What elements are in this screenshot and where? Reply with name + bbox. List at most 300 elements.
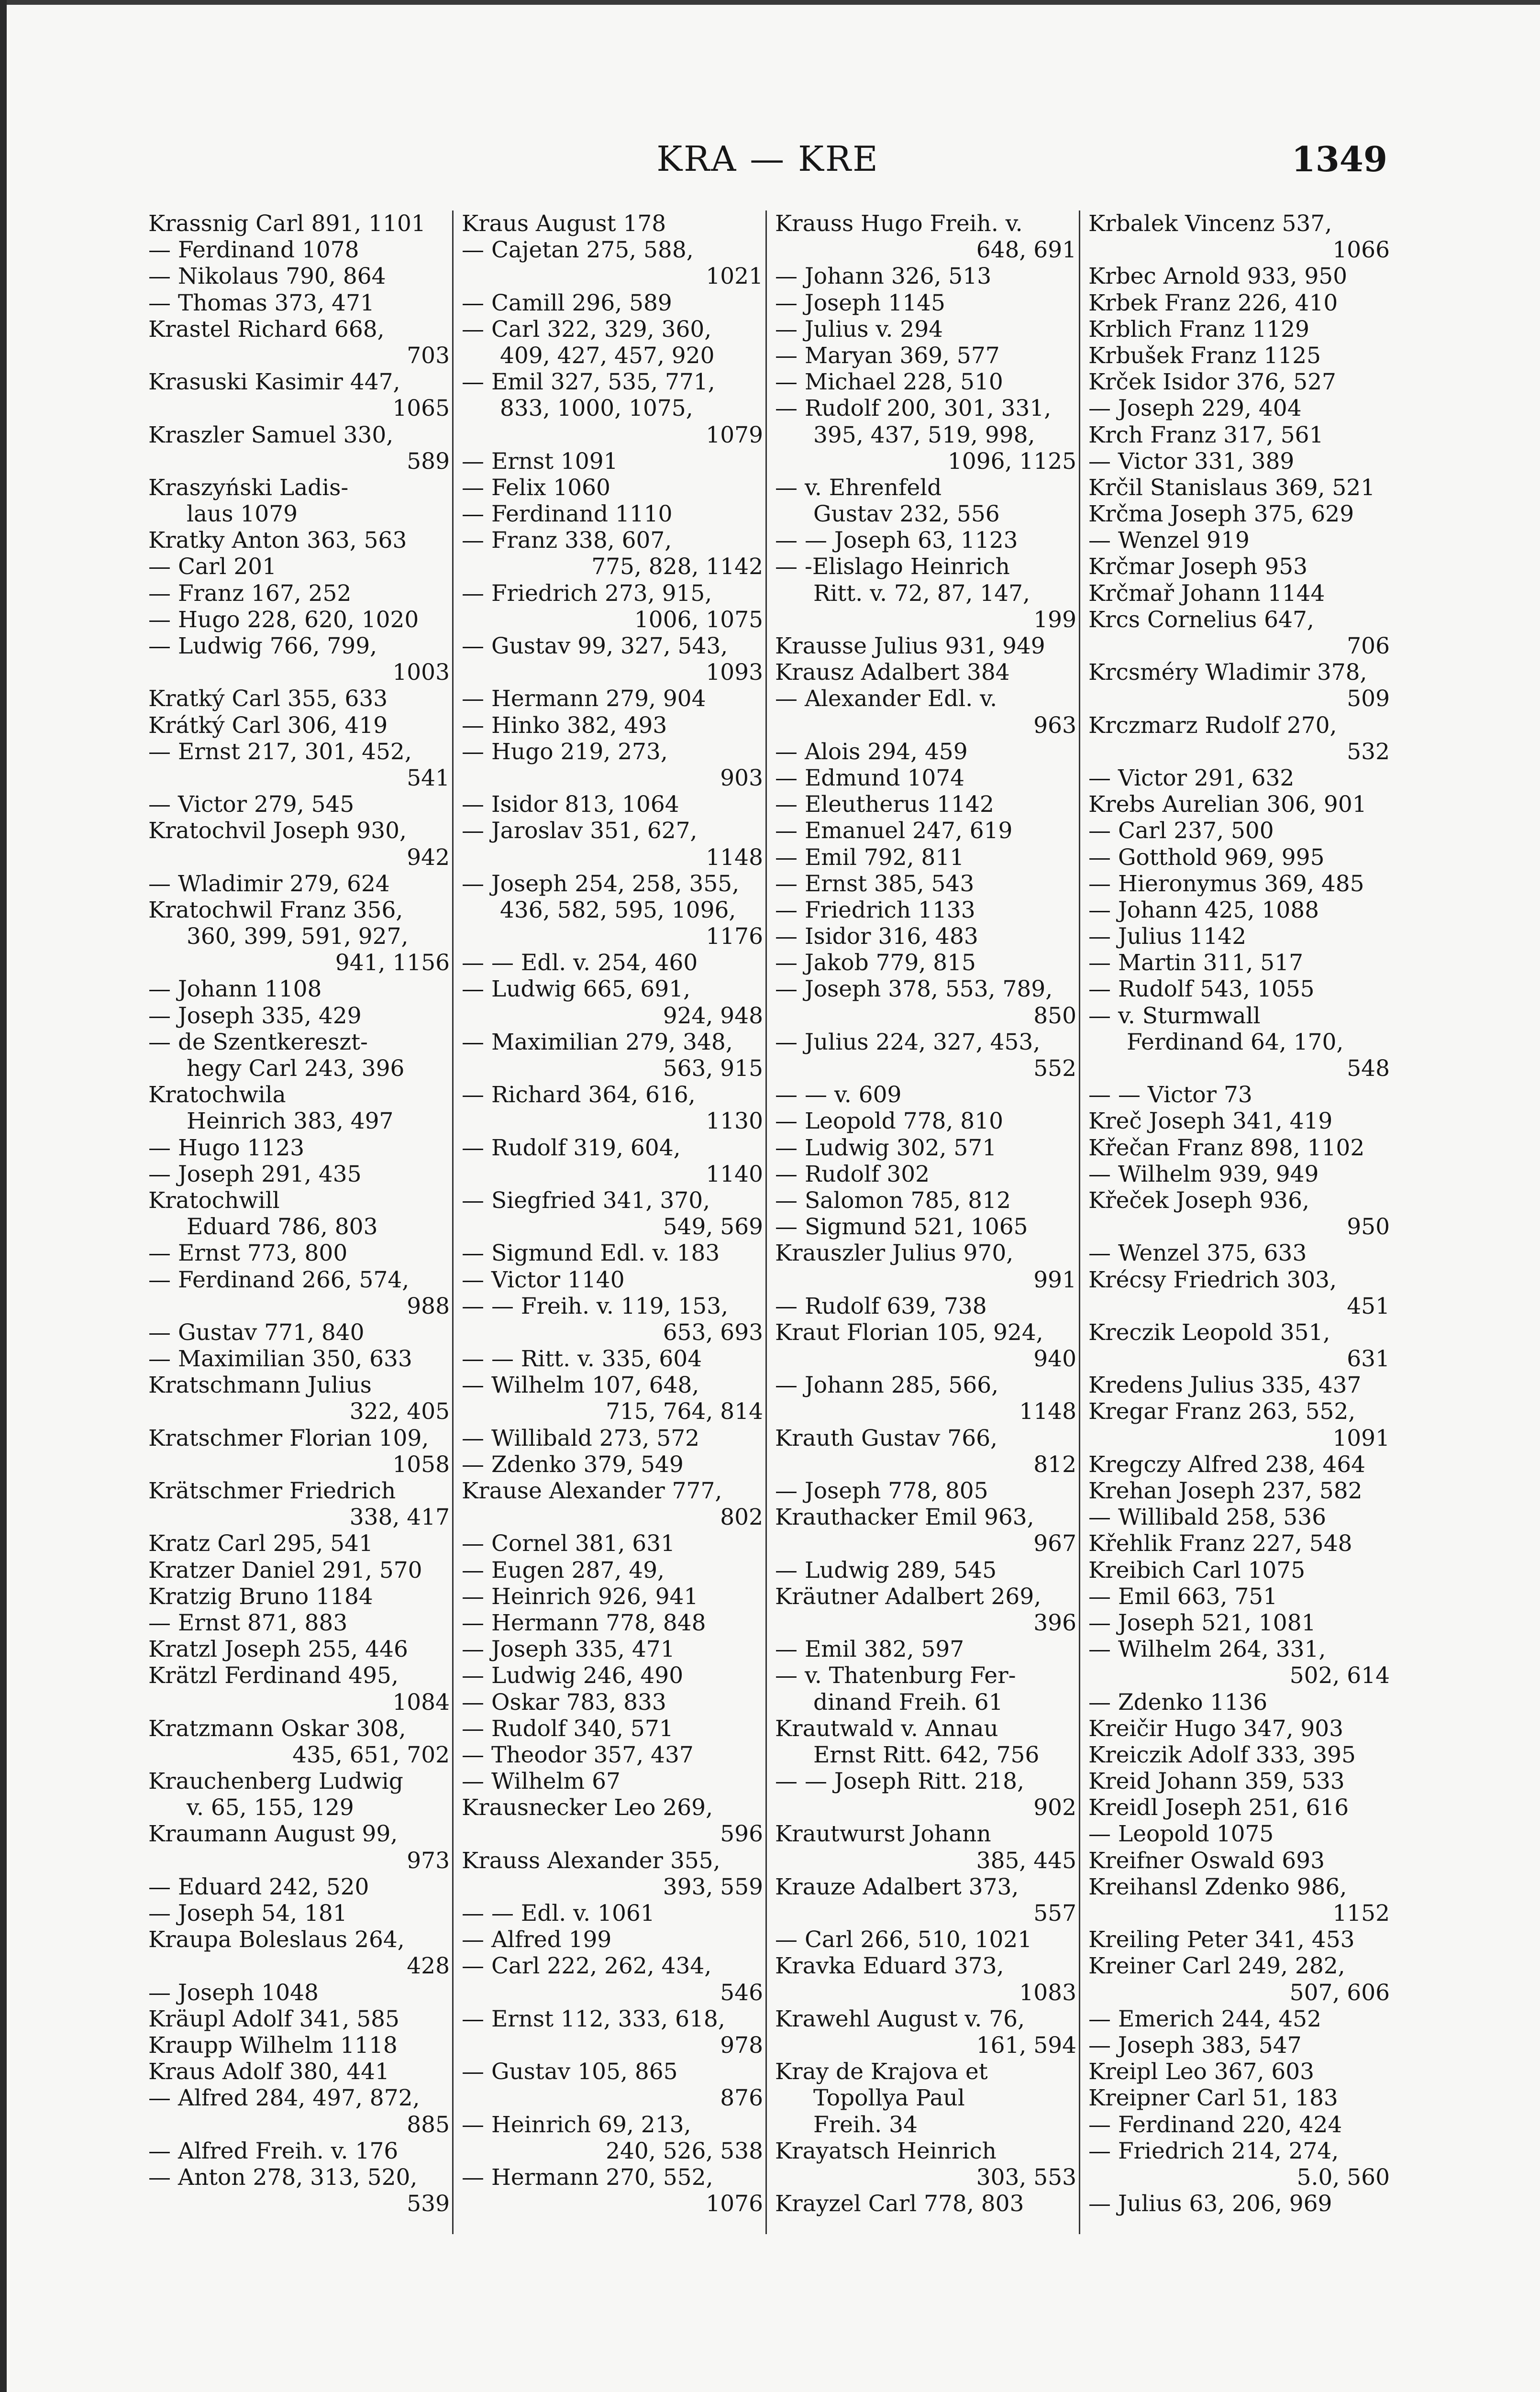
index-entry-line: Kreczik Leopold 351,: [1088, 1319, 1330, 1346]
index-entry-line: — Julius 1142: [1088, 923, 1247, 950]
index-entry-line: 1079: [706, 421, 763, 448]
index-entry-line: — Gustav 99, 327, 543,: [462, 633, 728, 659]
index-entry-line: Kreibich Carl 1075: [1088, 1557, 1306, 1584]
index-entry-line: — Ludwig 665, 691,: [462, 976, 691, 1003]
index-entry-line: Kreipl Leo 367, 603: [1088, 2059, 1315, 2085]
index-entry-line: — Hermann 270, 552,: [462, 2164, 713, 2191]
index-entry-line: Krch Franz 317, 561: [1088, 421, 1324, 448]
index-entry-line: 1148: [1019, 1398, 1076, 1425]
index-entry-line: Krautwurst Johann: [775, 1821, 991, 1848]
index-entry-line: — Jaroslav 351, 627,: [462, 818, 698, 844]
index-entry-line: — Emil 792, 811: [775, 844, 964, 871]
index-entry-line: 322, 405: [349, 1398, 450, 1425]
index-entry-line: — Eugen 287, 49,: [462, 1557, 665, 1584]
index-entry-line: — Victor 331, 389: [1088, 448, 1295, 475]
index-entry-line: Krausz Adalbert 384: [775, 659, 1010, 686]
index-entry-line: — — Joseph 63, 1123: [775, 527, 1018, 554]
index-entry-line: 973: [407, 1847, 450, 1874]
index-entry-line: — Zdenko 1136: [1088, 1689, 1268, 1716]
index-entry-line: — Victor 279, 545: [148, 791, 355, 818]
index-entry-line: — Leopold 1075: [1088, 1821, 1274, 1848]
index-entry-line: — v. Ehrenfeld: [775, 474, 942, 501]
index-entry-line: Kredens Julius 335, 437: [1088, 1372, 1362, 1399]
index-entry-line: 1003: [392, 659, 450, 686]
index-entry-line: — Jakob 779, 815: [775, 950, 976, 976]
index-entry-line: 942: [407, 844, 450, 871]
index-entry-line: — Ferdinand 1110: [462, 501, 673, 528]
index-entry-line: 5.0, 560: [1296, 2164, 1390, 2191]
index-entry-line: Kreiczik Adolf 333, 395: [1088, 1741, 1356, 1768]
index-entry-line: — Rudolf 340, 571: [462, 1715, 674, 1742]
index-entry-line: — Heinrich 926, 941: [462, 1583, 698, 1610]
index-entry-line: — Hieronymus 369, 485: [1088, 870, 1364, 897]
index-entry-line: Krblich Franz 1129: [1088, 316, 1309, 343]
index-entry-line: — Camill 296, 589: [462, 289, 672, 316]
index-entry-line: — Wilhelm 107, 648,: [462, 1372, 699, 1399]
index-entry-line: Krbušek Franz 1125: [1088, 342, 1321, 369]
index-entry-line: — Rudolf 543, 1055: [1088, 976, 1315, 1003]
index-entry-line: 548: [1347, 1055, 1390, 1082]
index-entry-line: — Ludwig 289, 545: [775, 1557, 997, 1584]
index-entry-line: — Ferdinand 266, 574,: [148, 1266, 410, 1293]
index-entry-line: Freih. 34: [813, 2111, 918, 2138]
index-entry-line: — Alfred Freih. v. 176: [148, 2137, 399, 2164]
index-entry-line: Kravka Eduard 373,: [775, 1953, 1004, 1980]
index-entry-line: — Joseph 778, 805: [775, 1478, 988, 1504]
index-entry-line: Krécsy Friedrich 303,: [1088, 1266, 1337, 1293]
index-entry-line: 1021: [706, 263, 763, 290]
index-entry-line: 978: [720, 2032, 763, 2059]
index-entry-line: — Hermann 778, 848: [462, 1609, 706, 1636]
page-number: 1349: [1291, 139, 1387, 179]
index-entry-line: — Julius 63, 206, 969: [1088, 2191, 1332, 2217]
index-entry-line: — Wilhelm 264, 331,: [1088, 1636, 1326, 1663]
index-entry-line: 631: [1347, 1346, 1390, 1373]
index-entry-line: — Isidor 813, 1064: [462, 791, 679, 818]
index-entry-line: Krastel Richard 668,: [148, 316, 385, 343]
index-entry-line: Kreihansl Zdenko 986,: [1088, 1873, 1347, 1900]
index-entry-line: Kreifner Oswald 693: [1088, 1847, 1325, 1874]
index-entry-line: — Ernst 385, 543: [775, 870, 975, 897]
index-entry-line: Heinrich 383, 497: [187, 1108, 394, 1135]
index-entry-line: — Julius v. 294: [775, 316, 943, 343]
index-entry-line: 1076: [706, 2191, 763, 2217]
index-entry-line: 1083: [1019, 1979, 1076, 2006]
index-entry-line: 385, 445: [976, 1847, 1076, 1874]
index-entry-line: — Richard 364, 616,: [462, 1082, 696, 1108]
index-entry-line: Krayatsch Heinrich: [775, 2137, 997, 2164]
index-entry-line: — Rudolf 302: [775, 1161, 930, 1187]
index-entry-line: Krčma Joseph 375, 629: [1088, 501, 1354, 528]
index-entry-line: — Ernst 112, 333, 618,: [462, 2005, 725, 2032]
index-entry-line: 1096, 1125: [947, 448, 1076, 475]
index-entry-line: Kreid Johann 359, 533: [1088, 1768, 1345, 1795]
index-entry-line: Kraumann August 99,: [148, 1821, 398, 1848]
index-entry-line: — Wilhelm 939, 949: [1088, 1161, 1319, 1187]
index-entry-line: 988: [407, 1293, 450, 1319]
index-entry-line: Kraszler Samuel 330,: [148, 421, 394, 448]
index-entry-line: — Joseph 229, 404: [1088, 395, 1302, 422]
index-entry-line: 393, 559: [663, 1873, 763, 1900]
index-entry-line: Eduard 786, 803: [187, 1214, 378, 1240]
scan-edge-left: [0, 0, 7, 2392]
index-entry-line: 240, 526, 538: [606, 2137, 763, 2164]
index-entry-line: Kratzl Joseph 255, 446: [148, 1636, 408, 1663]
index-entry-line: Krčmar Joseph 953: [1088, 554, 1307, 580]
index-entry-line: Kratochvil Joseph 930,: [148, 818, 407, 844]
index-entry-line: — Cajetan 275, 588,: [462, 237, 694, 264]
index-entry-line: — Sigmund Edl. v. 183: [462, 1240, 720, 1267]
index-entry-line: — Johann 285, 566,: [775, 1372, 999, 1399]
index-entry-line: — Joseph 1048: [148, 1979, 319, 2006]
index-entry-line: 1093: [706, 659, 763, 686]
index-entry-line: 876: [720, 2085, 763, 2112]
index-entry-line: Kregczy Alfred 238, 464: [1088, 1451, 1366, 1478]
index-entry-line: — Ernst 1091: [462, 448, 618, 475]
index-entry-line: 1140: [706, 1161, 763, 1187]
index-entry-line: Krčil Stanislaus 369, 521: [1088, 474, 1375, 501]
index-entry-line: — Ferdinand 1078: [148, 237, 359, 264]
index-entry-line: — Hugo 219, 273,: [462, 738, 668, 765]
index-entry-line: 502, 614: [1289, 1662, 1390, 1689]
index-entry-line: — Maryan 369, 577: [775, 342, 1000, 369]
index-entry-line: — — Freih. v. 119, 153,: [462, 1293, 729, 1319]
index-entry-line: 161, 594: [976, 2032, 1076, 2059]
index-entry-line: 715, 764, 814: [606, 1398, 763, 1425]
index-entry-line: Křečan Franz 898, 1102: [1088, 1134, 1365, 1161]
index-entry-line: 902: [1033, 1794, 1076, 1821]
index-entry-line: Kratochwil Franz 356,: [148, 897, 403, 923]
index-entry-line: — Joseph 335, 429: [148, 1002, 362, 1029]
index-entry-line: 1148: [706, 844, 763, 871]
index-entry-line: — Victor 291, 632: [1088, 764, 1295, 791]
index-entry-line: 451: [1347, 1293, 1390, 1319]
index-entry-line: Kratzer Daniel 291, 570: [148, 1557, 422, 1584]
index-entry-line: Kregar Franz 263, 552,: [1088, 1398, 1356, 1425]
index-entry-line: — Rudolf 639, 738: [775, 1293, 987, 1319]
index-entry-line: Krauss Alexander 355,: [462, 1847, 720, 1874]
index-column-2: [462, 210, 763, 2268]
index-entry-line: — Franz 167, 252: [148, 580, 352, 607]
index-entry-line: Kreičir Hugo 347, 903: [1088, 1715, 1344, 1742]
index-entry-line: — Johann 1108: [148, 976, 322, 1003]
index-entry-line: Kratschmann Julius: [148, 1372, 372, 1399]
index-entry-line: — — Victor 73: [1088, 1082, 1252, 1108]
index-entry-line: — Joseph 291, 435: [148, 1161, 362, 1187]
index-entry-line: — Ludwig 302, 571: [775, 1134, 997, 1161]
index-entry-line: Krauze Adalbert 373,: [775, 1873, 1019, 1900]
index-entry-line: — Emanuel 247, 619: [775, 818, 1013, 844]
index-column-1: [148, 210, 450, 2268]
index-entry-line: Gustav 232, 556: [813, 501, 1000, 528]
index-entry-line: — Wladimir 279, 624: [148, 870, 390, 897]
index-entry-line: 436, 582, 595, 1096,: [500, 897, 736, 923]
index-entry-line: — Gotthold 969, 995: [1088, 844, 1325, 871]
index-entry-line: — Wilhelm 67: [462, 1768, 620, 1795]
index-entry-line: 546: [720, 1979, 763, 2006]
index-entry-line: hegy Carl 243, 396: [187, 1055, 405, 1082]
index-entry-line: — Carl 266, 510, 1021: [775, 1927, 1032, 1953]
index-entry-line: Kratochwill: [148, 1187, 280, 1214]
index-entry-line: 903: [720, 764, 763, 791]
index-entry-line: — Cornel 381, 631: [462, 1530, 676, 1557]
index-entry-line: 991: [1033, 1266, 1076, 1293]
index-entry-line: — Siegfried 341, 370,: [462, 1187, 710, 1214]
index-entry-line: — Emerich 244, 452: [1088, 2005, 1321, 2032]
index-entry-line: Kraus Adolf 380, 441: [148, 2059, 389, 2085]
index-entry-line: — Alois 294, 459: [775, 738, 968, 765]
index-entry-line: — Hermann 279, 904: [462, 686, 706, 712]
index-entry-line: Kraus August 178: [462, 210, 666, 237]
index-entry-line: 775, 828, 1142: [591, 554, 763, 580]
index-entry-line: 532: [1347, 738, 1390, 765]
index-entry-line: — Heinrich 69, 213,: [462, 2111, 691, 2138]
index-entry-line: Krauth Gustav 766,: [775, 1425, 997, 1451]
index-entry-line: 1065: [392, 395, 450, 422]
index-entry-line: Kratochwila: [148, 1082, 286, 1108]
index-entry-line: — Ernst 871, 883: [148, 1609, 348, 1636]
index-entry-line: 1176: [706, 923, 763, 950]
index-entry-line: 360, 399, 591, 927,: [187, 923, 409, 950]
index-entry-line: dinand Freih. 61: [813, 1689, 1003, 1716]
page-header: [148, 139, 1387, 191]
index-entry-line: 833, 1000, 1075,: [500, 395, 693, 422]
index-entry-line: 395, 437, 519, 998,: [813, 421, 1035, 448]
scan-edge-top: [0, 0, 1540, 5]
index-entry-line: Kratschmer Florian 109,: [148, 1425, 429, 1451]
index-entry-line: — Joseph 54, 181: [148, 1900, 347, 1927]
index-entry-line: — Julius 224, 327, 453,: [775, 1029, 1041, 1055]
index-entry-line: — Willibald 258, 536: [1088, 1504, 1327, 1531]
index-entry-line: 812: [1033, 1451, 1076, 1478]
index-entry-line: 541: [407, 764, 450, 791]
index-entry-line: Krasuski Kasimir 447,: [148, 369, 400, 396]
index-entry-line: Kraut Florian 105, 924,: [775, 1319, 1043, 1346]
index-entry-line: Krayzel Carl 778, 803: [775, 2191, 1024, 2217]
index-entry-line: — Anton 278, 313, 520,: [148, 2164, 418, 2191]
index-entry-line: — Hugo 1123: [148, 1134, 305, 1161]
index-entry-line: — Leopold 778, 810: [775, 1108, 1003, 1135]
index-entry-line: — Edmund 1074: [775, 764, 965, 791]
index-entry-line: Kräupl Adolf 341, 585: [148, 2005, 399, 2032]
index-entry-line: — Carl 201: [148, 554, 277, 580]
index-entry-line: — Alfred 284, 497, 872,: [148, 2085, 420, 2112]
index-entry-line: 428: [407, 1953, 450, 1980]
index-entry-line: — de Szentkereszt-: [148, 1029, 368, 1055]
index-entry-line: — Carl 222, 262, 434,: [462, 1953, 712, 1980]
index-entry-line: Kreidl Joseph 251, 616: [1088, 1794, 1349, 1821]
index-entry-line: — Ernst 773, 800: [148, 1240, 348, 1267]
index-entry-line: — Maximilian 279, 348,: [462, 1029, 733, 1055]
index-entry-line: — Isidor 316, 483: [775, 923, 978, 950]
index-entry-line: Krček Isidor 376, 527: [1088, 369, 1336, 396]
index-entry-line: 802: [720, 1504, 763, 1531]
index-entry-line: Krausse Julius 931, 949: [775, 633, 1045, 659]
index-entry-line: Krátký Carl 306, 419: [148, 712, 388, 739]
index-entry-line: — Emil 663, 751: [1088, 1583, 1278, 1610]
index-entry-line: — Carl 322, 329, 360,: [462, 316, 712, 343]
index-entry-line: — Friedrich 214, 274,: [1088, 2137, 1339, 2164]
index-entry-line: Krbec Arnold 933, 950: [1088, 263, 1348, 290]
index-entry-line: — Oskar 783, 833: [462, 1689, 666, 1716]
index-entry-line: Krbek Franz 226, 410: [1088, 289, 1338, 316]
index-entry-line: Kratzig Bruno 1184: [148, 1583, 373, 1610]
index-entry-line: — Emil 382, 597: [775, 1636, 964, 1663]
index-entry-line: Kratz Carl 295, 541: [148, 1530, 373, 1557]
index-entry-line: Ernst Ritt. 642, 756: [813, 1741, 1040, 1768]
index-entry-line: — Joseph 1145: [775, 289, 945, 316]
index-entry-line: — v. Sturmwall: [1088, 1002, 1261, 1029]
index-entry-line: — Johann 425, 1088: [1088, 897, 1319, 923]
index-entry-line: 409, 427, 457, 920: [500, 342, 715, 369]
index-entry-line: 557: [1033, 1900, 1076, 1927]
index-entry-line: Krehan Joseph 237, 582: [1088, 1478, 1363, 1504]
index-entry-line: — Ferdinand 220, 424: [1088, 2111, 1342, 2138]
index-entry-line: — Michael 228, 510: [775, 369, 1003, 396]
index-entry-line: — Salomon 785, 812: [775, 1187, 1011, 1214]
index-entry-line: — — Edl. v. 254, 460: [462, 950, 698, 976]
index-entry-line: 950: [1347, 1214, 1390, 1240]
index-entry-line: — Thomas 373, 471: [148, 289, 375, 316]
index-entry-line: Krauss Hugo Freih. v.: [775, 210, 1023, 237]
index-entry-line: 653, 693: [663, 1319, 763, 1346]
index-entry-line: — Friedrich 273, 915,: [462, 580, 712, 607]
index-entry-line: Kreiling Peter 341, 453: [1088, 1927, 1355, 1953]
index-entry-line: — -Elislago Heinrich: [775, 554, 1010, 580]
index-entry-line: Kreipner Carl 51, 183: [1088, 2085, 1338, 2112]
index-entry-line: v. 65, 155, 129: [187, 1794, 354, 1821]
index-entry-line: — Joseph 521, 1081: [1088, 1609, 1316, 1636]
index-entry-line: laus 1079: [187, 501, 298, 528]
index-entry-line: 509: [1347, 686, 1390, 712]
index-entry-line: — Joseph 383, 547: [1088, 2032, 1302, 2059]
index-entry-line: — Maximilian 350, 633: [148, 1346, 412, 1373]
index-entry-line: 596: [720, 1821, 763, 1848]
index-entry-line: 1058: [392, 1451, 450, 1478]
index-entry-line: Krätzl Ferdinand 495,: [148, 1662, 399, 1689]
index-entry-line: Krebs Aurelian 306, 901: [1088, 791, 1367, 818]
index-entry-line: Krautwald v. Annau: [775, 1715, 998, 1742]
index-entry-line: Krčmař Johann 1144: [1088, 580, 1325, 607]
index-entry-line: Krcsméry Wladimir 378,: [1088, 659, 1367, 686]
index-entry-line: — Joseph 378, 553, 789,: [775, 976, 1053, 1003]
index-entry-line: 549, 569: [663, 1214, 763, 1240]
index-entry-line: — Gustav 105, 865: [462, 2059, 678, 2085]
index-entry-line: 1091: [1332, 1425, 1390, 1451]
index-entry-line: — Ludwig 766, 799,: [148, 633, 377, 659]
index-entry-line: — Zdenko 379, 549: [462, 1451, 684, 1478]
index-entry-line: 199: [1033, 606, 1076, 633]
index-entry-line: — Hinko 382, 493: [462, 712, 667, 739]
index-entry-line: — — Ritt. v. 335, 604: [462, 1346, 702, 1373]
index-entry-line: 924, 948: [663, 1002, 763, 1029]
index-entry-line: Ritt. v. 72, 87, 147,: [813, 580, 1030, 607]
index-entry-line: 1130: [706, 1108, 763, 1135]
index-entry-line: — Felix 1060: [462, 474, 610, 501]
index-entry-line: — Joseph 254, 258, 355,: [462, 870, 740, 897]
index-entry-line: — Eleutherus 1142: [775, 791, 994, 818]
index-entry-line: — Theodor 357, 437: [462, 1741, 694, 1768]
index-entry-line: — — Edl. v. 1061: [462, 1900, 655, 1927]
index-entry-line: Křehlik Franz 227, 548: [1088, 1530, 1352, 1557]
index-entry-line: 648, 691: [976, 237, 1076, 264]
index-column-4: [1088, 210, 1390, 2268]
index-entry-line: 303, 553: [976, 2164, 1076, 2191]
running-title: KRA — KRE: [656, 139, 879, 179]
index-entry-line: Kray de Krajova et: [775, 2059, 988, 2085]
index-entry-line: 1152: [1332, 1900, 1390, 1927]
index-entry-line: Krause Alexander 777,: [462, 1478, 722, 1504]
index-entry-line: 703: [407, 342, 450, 369]
index-entry-line: — Rudolf 319, 604,: [462, 1134, 681, 1161]
index-entry-line: 552: [1033, 1055, 1076, 1082]
index-column-3: [775, 210, 1076, 2268]
index-entry-line: — Victor 1140: [462, 1266, 625, 1293]
index-entry-line: — Ludwig 246, 490: [462, 1662, 684, 1689]
index-entry-line: Krausnecker Leo 269,: [462, 1794, 713, 1821]
index-entry-line: Krczmarz Rudolf 270,: [1088, 712, 1337, 739]
index-entry-line: — — v. 609: [775, 1082, 902, 1108]
index-entry-line: Kraszyński Ladis-: [148, 474, 349, 501]
index-entry-line: 940: [1033, 1346, 1076, 1373]
index-entry-line: — Wenzel 919: [1088, 527, 1250, 554]
index-entry-line: — Joseph 335, 471: [462, 1636, 675, 1663]
index-entry-line: 589: [407, 448, 450, 475]
index-entry-line: 338, 417: [349, 1504, 450, 1531]
index-entry-line: — Alexander Edl. v.: [775, 686, 997, 712]
index-entry-line: — Rudolf 200, 301, 331,: [775, 395, 1052, 422]
index-entry-line: — — Joseph Ritt. 218,: [775, 1768, 1024, 1795]
index-entry-line: 1066: [1332, 237, 1390, 264]
index-entry-line: 885: [407, 2111, 450, 2138]
index-entry-line: 396: [1033, 1609, 1076, 1636]
index-entry-line: — Friedrich 1133: [775, 897, 975, 923]
index-entry-line: Kratzmann Oskar 308,: [148, 1715, 406, 1742]
index-entry-line: 435, 651, 702: [292, 1741, 450, 1768]
index-entry-line: — Hugo 228, 620, 1020: [148, 606, 419, 633]
index-entry-line: Kraupp Wilhelm 1118: [148, 2032, 398, 2059]
index-entry-line: 1006, 1075: [634, 606, 763, 633]
index-entry-line: Krauchenberg Ludwig: [148, 1768, 403, 1795]
index-entry-line: — Alfred 199: [462, 1927, 612, 1953]
index-entry-line: — Nikolaus 790, 864: [148, 263, 386, 290]
index-entry-line: Krawehl August v. 76,: [775, 2005, 1025, 2032]
index-entry-line: — Franz 338, 607,: [462, 527, 672, 554]
index-entry-line: — v. Thatenburg Fer-: [775, 1662, 1016, 1689]
index-entry-line: Krauszler Julius 970,: [775, 1240, 1014, 1267]
index-entry-line: 941, 1156: [335, 950, 450, 976]
index-entry-line: 706: [1347, 633, 1390, 659]
index-entry-line: Kratký Carl 355, 633: [148, 686, 388, 712]
index-entry-line: 539: [407, 2191, 450, 2217]
index-entry-line: Kratky Anton 363, 563: [148, 527, 407, 554]
index-entry-line: — Carl 237, 500: [1088, 818, 1274, 844]
index-entry-line: — Johann 326, 513: [775, 263, 992, 290]
index-entry-line: Kräutner Adalbert 269,: [775, 1583, 1041, 1610]
index-entry-line: 967: [1033, 1530, 1076, 1557]
index-entry-line: — Sigmund 521, 1065: [775, 1214, 1028, 1240]
index-entry-line: 563, 915: [663, 1055, 763, 1082]
index-entry-line: 1084: [392, 1689, 450, 1716]
index-entry-line: — Eduard 242, 520: [148, 1873, 369, 1900]
index-entry-line: — Gustav 771, 840: [148, 1319, 365, 1346]
index-entry-line: — Martin 311, 517: [1088, 950, 1303, 976]
index-entry-line: 507, 606: [1289, 1979, 1390, 2006]
index-entry-line: — Willibald 273, 572: [462, 1425, 700, 1451]
index-entry-line: Krcs Cornelius 647,: [1088, 606, 1314, 633]
index-entry-line: Topollya Paul: [813, 2085, 965, 2112]
index-entry-line: Krbalek Vincenz 537,: [1088, 210, 1332, 237]
